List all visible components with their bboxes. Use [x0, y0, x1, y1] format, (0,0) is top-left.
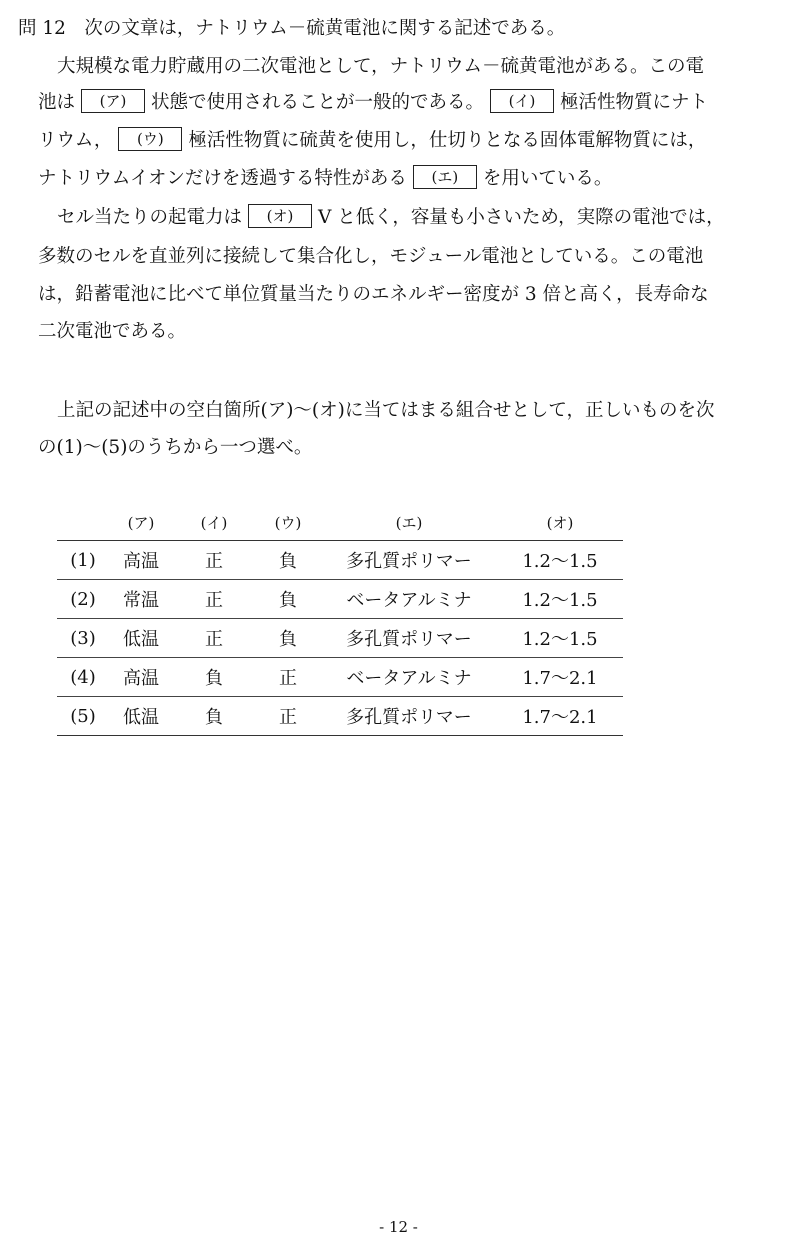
paragraph-1-line-3	[38, 128, 706, 154]
paragraph-1-line-1: 大規模な電力貯蔵用の二次電池として，ナトリウム－硫黄電池がある。この電	[57, 56, 704, 77]
table-cell: 1.7～2.1	[497, 658, 623, 697]
table-cell: ベータアルミナ	[321, 580, 497, 619]
table-row	[57, 619, 623, 658]
header-cell-o: (オ)	[497, 504, 623, 541]
table-cell: 高温	[109, 658, 173, 697]
instruction-line-1: 上記の記述中の空白箇所(ア)～(オ)に当てはまる組合せとして，正しいものを次	[57, 400, 715, 421]
paragraph-2-line-3: は，鉛蓄電池に比べて単位質量当たりのエネルギー密度が 3 倍と高く，長寿命な	[38, 284, 709, 305]
table-cell: 正	[255, 658, 321, 697]
instruction-line-2: の(1)～(5)のうちから一つ選べ。	[38, 437, 313, 458]
table-row	[57, 697, 623, 736]
blank-box-e: (エ)	[413, 165, 477, 189]
table-cell: 常温	[109, 580, 173, 619]
paragraph-1-line-4	[38, 166, 612, 192]
text-segment: リウム，	[38, 130, 113, 151]
table-cell: 正	[173, 580, 255, 619]
text-segment: 極活性物質に硫黄を使用し，仕切りとなる固体電解物質には，	[188, 130, 707, 151]
table-cell: 負	[255, 619, 321, 658]
table-cell: 多孔質ポリマー	[321, 697, 497, 736]
table-cell: 多孔質ポリマー	[321, 619, 497, 658]
page-number: - 12 -	[379, 1218, 418, 1236]
text-segment: 池は	[38, 92, 76, 113]
blank-box-o: (オ)	[248, 204, 312, 228]
table-cell: 1.2～1.5	[497, 541, 623, 580]
table-cell: 正	[255, 697, 321, 736]
table-row	[57, 580, 623, 619]
text-segment: セル当たりの起電力は	[57, 207, 243, 228]
header-cell-number	[57, 504, 109, 541]
table-cell: 負	[255, 580, 321, 619]
header-cell-e: (エ)	[321, 504, 497, 541]
choice-number: (5)	[57, 697, 109, 736]
table-cell: 低温	[109, 697, 173, 736]
table-cell: 多孔質ポリマー	[321, 541, 497, 580]
table-row	[57, 541, 623, 580]
choice-number: (1)	[57, 541, 109, 580]
header-cell-a: (ア)	[109, 504, 173, 541]
blank-box-i: (イ)	[490, 89, 554, 113]
text-segment: を用いている。	[482, 168, 613, 189]
table-cell: 負	[255, 541, 321, 580]
text-segment: V と低く，容量も小さいため，実際の電池では，	[318, 207, 725, 228]
text-segment: 極活性物質にナト	[560, 92, 709, 113]
paragraph-2-line-2: 多数のセルを直並列に接続して集合化し，モジュール電池としている。この電池	[38, 246, 704, 267]
header-cell-u: (ウ)	[255, 504, 321, 541]
blank-box-u: (ウ)	[118, 127, 182, 151]
table-cell: ベータアルミナ	[321, 658, 497, 697]
table-cell: 1.7～2.1	[497, 697, 623, 736]
table-row	[57, 658, 623, 697]
header-cell-i: (イ)	[173, 504, 255, 541]
text-segment: 状態で使用されることが一般的である。	[151, 92, 485, 113]
table-cell: 高温	[109, 541, 173, 580]
choice-number: (3)	[57, 619, 109, 658]
choice-number: (4)	[57, 658, 109, 697]
paragraph-1-line-2	[38, 90, 708, 116]
answer-table	[57, 504, 623, 736]
table-cell: 正	[173, 541, 255, 580]
question-heading: 問 12 次の文章は，ナトリウム－硫黄電池に関する記述である。	[18, 18, 566, 39]
table-cell: 1.2～1.5	[497, 619, 623, 658]
blank-box-a: (ア)	[81, 89, 145, 113]
table-header-row	[57, 504, 623, 541]
table-cell: 低温	[109, 619, 173, 658]
table-cell: 1.2～1.5	[497, 580, 623, 619]
paragraph-2-line-4: 二次電池である。	[38, 321, 187, 342]
table-cell: 正	[173, 619, 255, 658]
table-cell: 負	[173, 697, 255, 736]
paragraph-2-line-1	[57, 205, 725, 231]
choice-number: (2)	[57, 580, 109, 619]
table-cell: 負	[173, 658, 255, 697]
text-segment: ナトリウムイオンだけを透過する特性がある	[38, 168, 407, 189]
